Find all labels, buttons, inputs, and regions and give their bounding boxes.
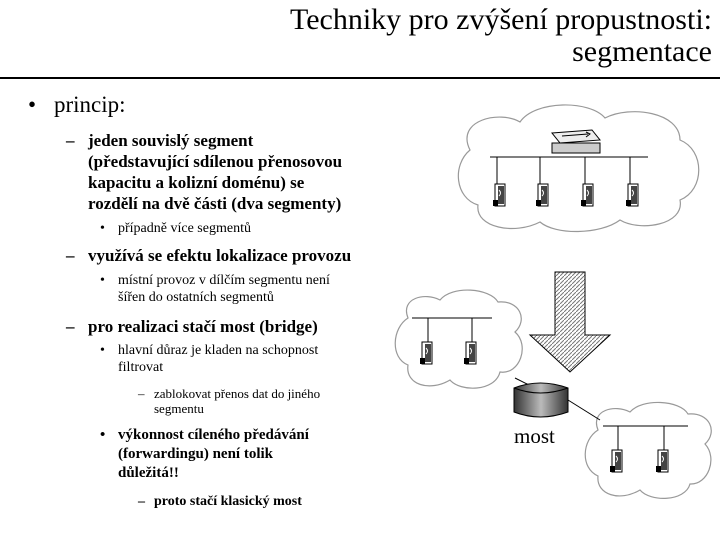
- point3-text: pro realizaci stačí most (bridge): [88, 317, 318, 336]
- cloud-segment-a: [395, 290, 535, 388]
- bridge-icon: [514, 383, 568, 417]
- point1-line-3: kapacitu a kolizní doménu) se: [88, 173, 305, 192]
- principle-label: princip:: [54, 92, 126, 117]
- sub-classic-bridge-text: proto stačí klasický most: [154, 494, 302, 509]
- bullet-marker: •: [100, 221, 105, 236]
- bullet-marker: •: [28, 92, 37, 117]
- title-line-1: Techniky pro zvýšení propustnosti:: [289, 3, 712, 36]
- sub-forwarding-line-1: výkonnost cíleného předávání: [118, 427, 309, 443]
- sub-local-line-2: šířen do ostatních segmentů: [118, 290, 274, 305]
- sub-local-line-1: místní provoz v dílčím segmentu není: [118, 273, 330, 288]
- bullet-marker: •: [100, 427, 106, 443]
- dash-marker: –: [138, 494, 145, 509]
- workstation-icon: [626, 184, 638, 206]
- title-line-2: segmentace: [572, 35, 712, 68]
- point2-text: využívá se efektu lokalizace provozu: [88, 246, 352, 265]
- cloud-segment-b: [568, 400, 711, 498]
- workstation-icon: [656, 450, 668, 472]
- workstation-icon: [420, 342, 432, 364]
- dash-marker: –: [66, 131, 75, 150]
- point1-line-2: (představující sdílenou přenosovou: [88, 152, 343, 171]
- point1-line-1: jeden souvislý segment: [88, 131, 254, 150]
- workstation-icon: [610, 450, 622, 472]
- point1-line-4: rozdělí na dvě části (dva segmenty): [88, 194, 342, 213]
- bridge-label: most: [514, 424, 555, 448]
- sub-filtering-line-1: hlavní důraz je kladen na schopnost: [118, 343, 319, 358]
- arrow-down-icon: [530, 272, 610, 372]
- dash-marker: –: [138, 386, 145, 401]
- workstation-icon: [536, 184, 548, 206]
- sub-block-line-1: zablokovat přenos dat do jiného: [154, 386, 321, 401]
- sub-filtering-line-2: filtrovat: [118, 360, 164, 375]
- sub-forwarding-line-2: (forwardingu) není tolik: [118, 446, 274, 462]
- sub-block-line-2: segmentu: [154, 401, 204, 416]
- workstation-icon: [581, 184, 593, 206]
- sub-more-segments-text: případně více segmentů: [118, 221, 251, 236]
- cloud-single-segment: [458, 105, 698, 232]
- workstation-icon: [493, 184, 505, 206]
- dash-marker: –: [66, 246, 75, 265]
- dash-marker: –: [66, 317, 75, 336]
- workstation-icon: [464, 342, 476, 364]
- bullet-marker: •: [100, 343, 105, 358]
- bullet-marker: •: [100, 273, 105, 288]
- sub-forwarding-line-3: důležitá!!: [118, 465, 179, 481]
